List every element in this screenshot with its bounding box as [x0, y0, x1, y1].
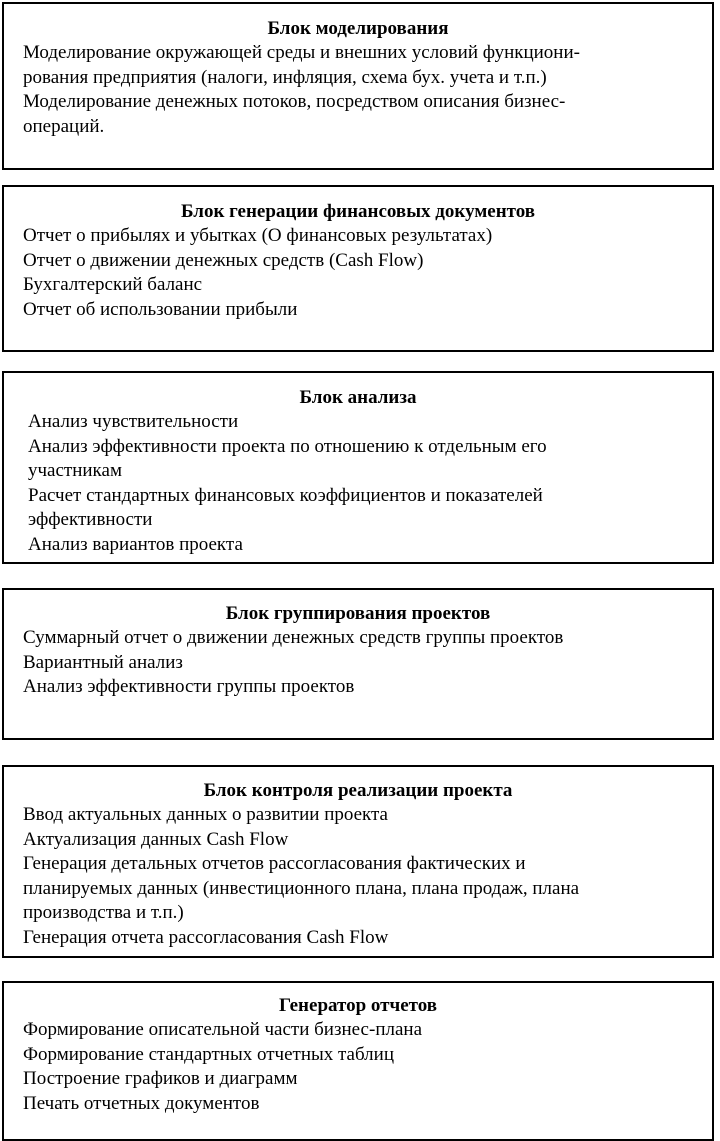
block-content	[23, 224, 712, 322]
block-title: Блок моделирования	[267, 18, 449, 39]
block-line: Отчет о движении денежных средств (Cash Flow)	[23, 249, 424, 271]
block-line: рования предприятия (налоги, инфляция, схема бух. учета и т.п.)	[23, 66, 547, 88]
block-line: Актуализация данных Cash Flow	[23, 828, 289, 850]
block-line: Анализ эффективности группы проектов	[23, 676, 355, 697]
block-line: Бухгалтерский баланс	[23, 274, 203, 295]
block-content	[23, 1018, 712, 1116]
block-line: Ввод актуальных данных о развитии проекта	[23, 804, 388, 825]
block-line: производства и т.п.)	[23, 902, 184, 923]
block-line: Анализ чувствительности	[28, 411, 239, 432]
project-grouping-block	[2, 588, 714, 740]
block-line: планируемых данных (инвестиционного плана, плана продаж, плана	[23, 877, 580, 899]
block-title: Блок группирования проектов	[225, 603, 491, 624]
block-line: Генерация отчета рассогласования Cash Flow	[23, 926, 389, 948]
block-title: Генератор отчетов	[278, 995, 438, 1016]
block-line: Анализ эффективности проекта по отношению к отдельным его	[28, 435, 547, 457]
block-line: операций.	[23, 115, 105, 137]
block-title: Блок анализа	[299, 387, 417, 408]
report-generator-block	[2, 981, 714, 1141]
block-line: Отчет о прибылях и убытках (О финансовых результатах)	[23, 225, 493, 246]
block-content	[28, 410, 712, 557]
block-content	[23, 626, 712, 700]
financial-documents-block	[2, 185, 714, 352]
block-line: Формирование описательной части бизнес-плана	[23, 1019, 422, 1040]
block-title: Блок генерации финансовых документов	[180, 201, 536, 222]
block-line: Расчет стандартных финансовых коэффициентов и показателей	[28, 484, 543, 506]
block-line: Печать отчетных документов	[23, 1092, 260, 1114]
block-line: Построение графиков и диаграмм	[23, 1068, 298, 1089]
block-line: эффективности	[28, 509, 153, 530]
block-line: Анализ вариантов проекта	[28, 533, 243, 555]
block-line: Моделирование окружающей среды и внешних условий функциони-	[23, 42, 580, 63]
block-line: Формирование стандартных отчетных таблиц	[23, 1043, 395, 1065]
analysis-block	[2, 371, 714, 564]
block-content	[23, 41, 712, 139]
implementation-control-block	[2, 765, 714, 958]
block-line: участникам	[28, 460, 122, 481]
block-line: Отчет об использовании прибыли	[23, 298, 298, 320]
block-line: Генерация детальных отчетов рассогласования фактических и	[23, 853, 526, 874]
block-line: Суммарный отчет о движении денежных средств группы проектов	[23, 627, 564, 648]
block-title: Блок контроля реализации проекта	[203, 780, 513, 801]
modeling-block	[2, 2, 714, 170]
block-line: Вариантный анализ	[23, 651, 183, 673]
block-line: Моделирование денежных потоков, посредством описания бизнес-	[23, 91, 566, 112]
block-content	[23, 803, 712, 950]
